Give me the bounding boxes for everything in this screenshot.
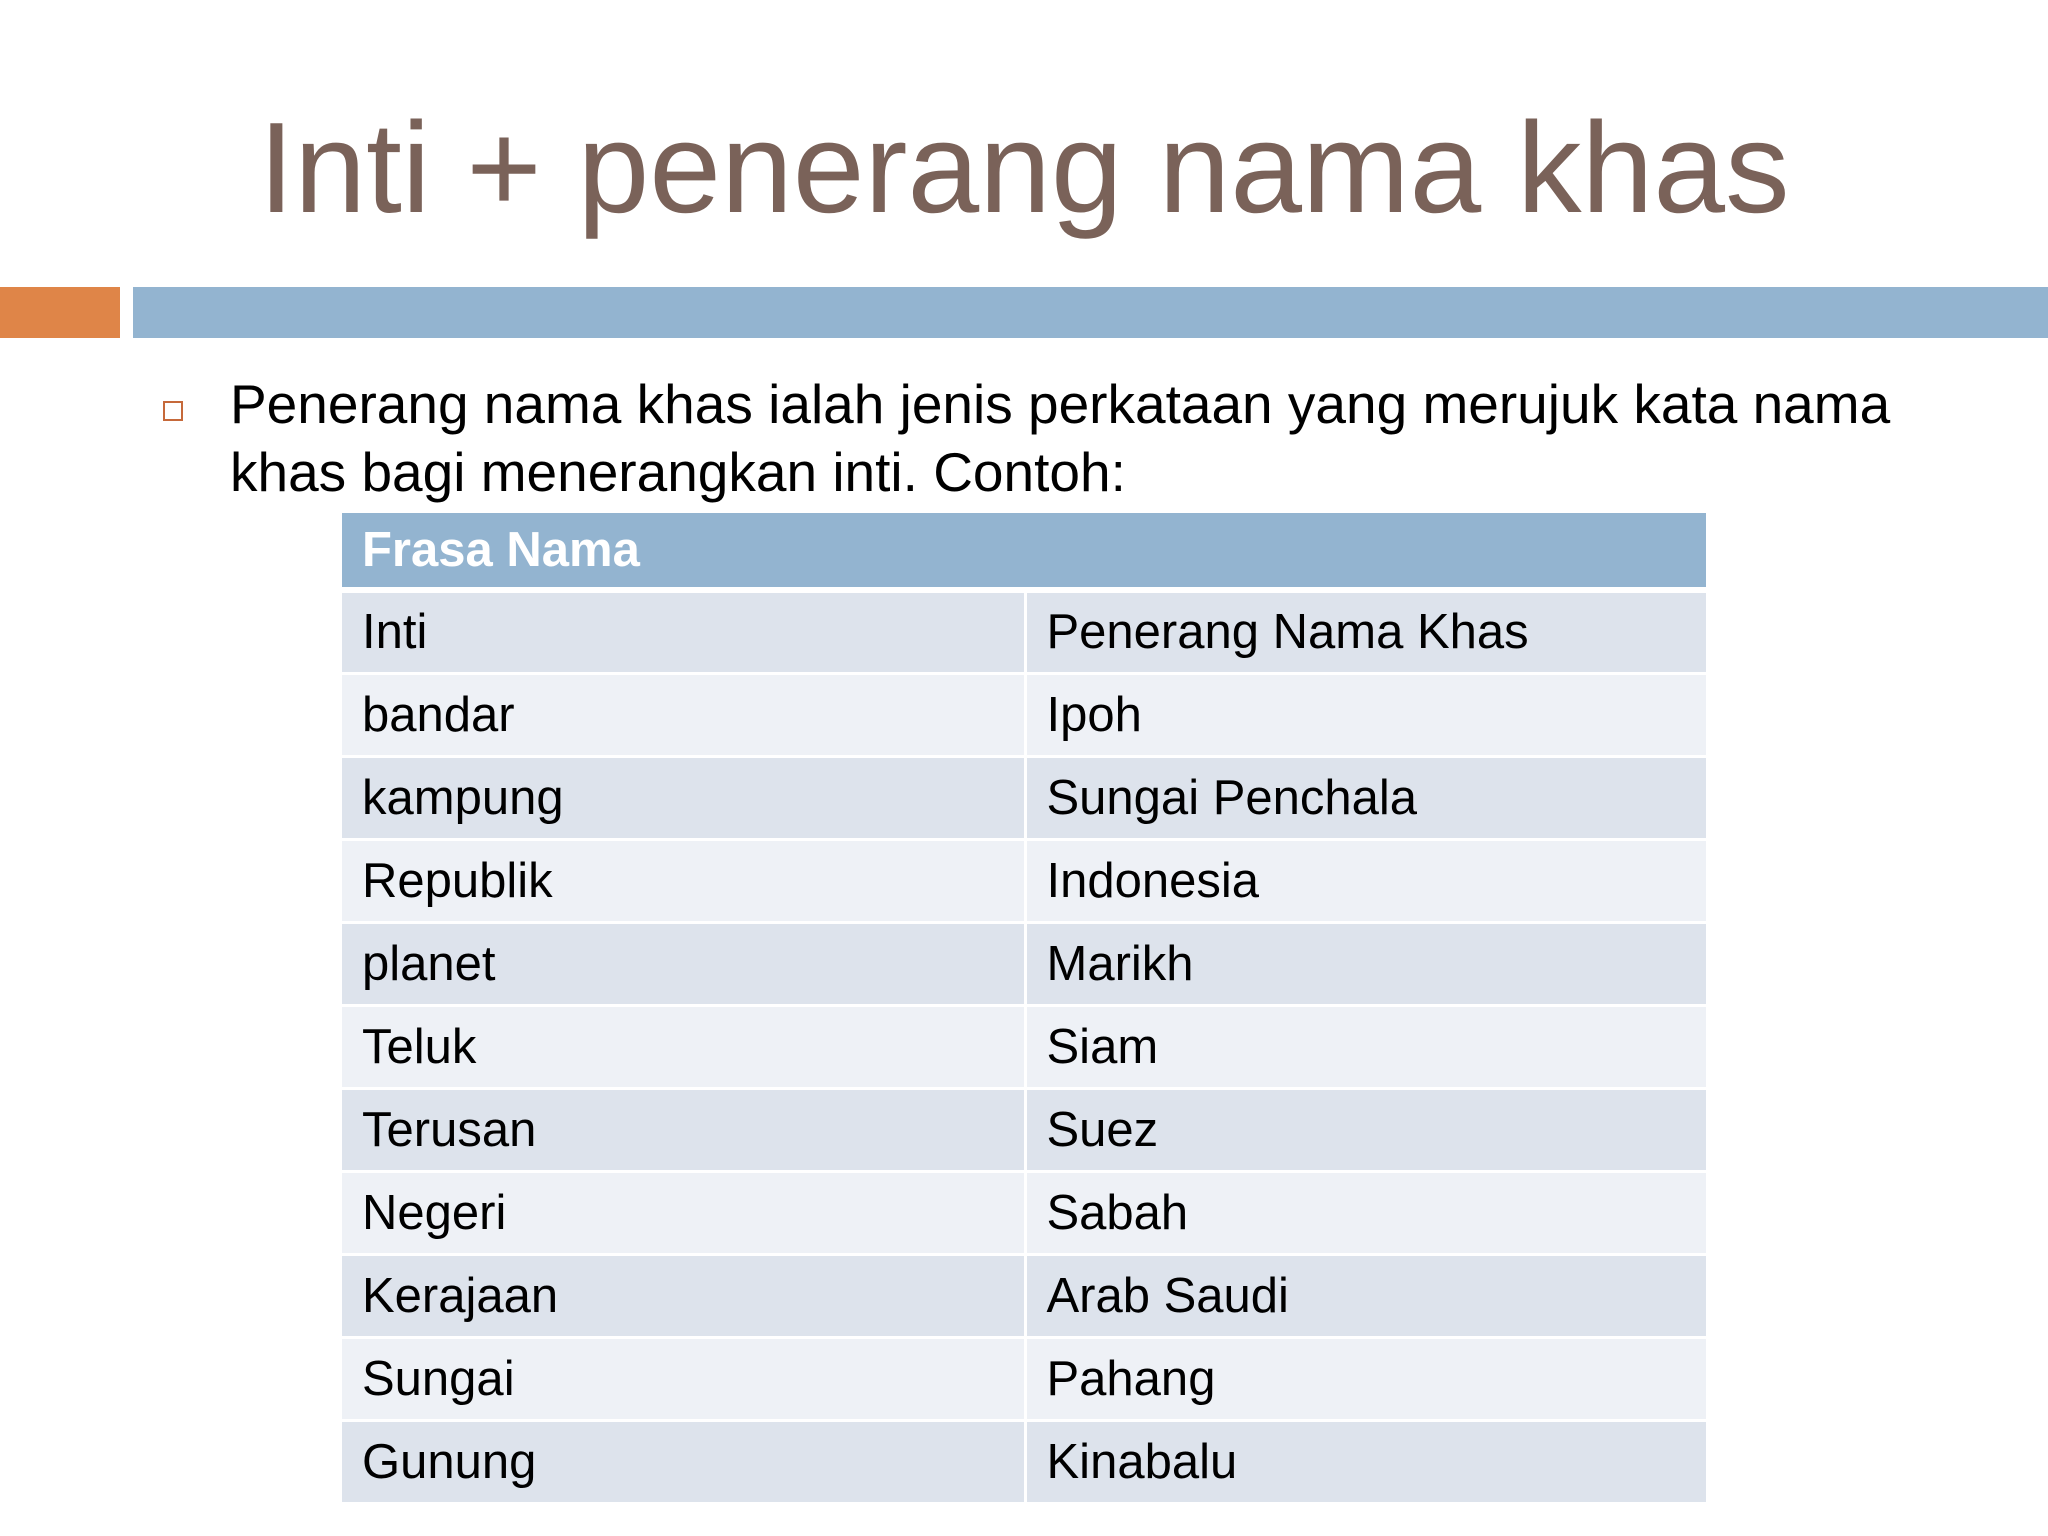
table-row (342, 839, 1706, 922)
table-row (342, 1088, 1706, 1171)
slide-title: Inti + penerang nama khas (258, 96, 1790, 240)
cell-penerang: Siam (1025, 1005, 1706, 1088)
table-header-row (342, 590, 1706, 673)
cell-penerang: Indonesia (1025, 839, 1706, 922)
table-row (342, 756, 1706, 839)
cell-penerang: Marikh (1025, 922, 1706, 1005)
cell-penerang: Arab Saudi (1025, 1254, 1706, 1337)
cell-inti: bandar (342, 673, 1025, 756)
column-header-penerang: Penerang Nama Khas (1025, 590, 1706, 673)
table-caption: Frasa Nama (342, 513, 1706, 590)
cell-inti: kampung (342, 756, 1025, 839)
cell-inti: Gunung (342, 1420, 1025, 1503)
table-row (342, 1171, 1706, 1254)
cell-inti: Teluk (342, 1005, 1025, 1088)
hollow-square-bullet-icon (163, 401, 183, 421)
cell-inti: Sungai (342, 1337, 1025, 1420)
cell-penerang: Suez (1025, 1088, 1706, 1171)
table-row (342, 1005, 1706, 1088)
bullet-text: Penerang nama khas ialah jenis perkataan yang merujuk kata nama khas bagi menerangkan inti. Contoh: (230, 373, 1891, 503)
cell-penerang: Sungai Penchala (1025, 756, 1706, 839)
accent-bar-blue (133, 287, 2048, 338)
cell-penerang: Ipoh (1025, 673, 1706, 756)
cell-inti: planet (342, 922, 1025, 1005)
cell-penerang: Kinabalu (1025, 1420, 1706, 1503)
table-row (342, 1337, 1706, 1420)
table-row (342, 922, 1706, 1005)
cell-inti: Republik (342, 839, 1025, 922)
cell-inti: Negeri (342, 1171, 1025, 1254)
cell-penerang: Pahang (1025, 1337, 1706, 1420)
table-row (342, 673, 1706, 756)
table-row (342, 1254, 1706, 1337)
column-header-inti: Inti (342, 590, 1025, 673)
cell-inti: Terusan (342, 1088, 1025, 1171)
cell-inti: Kerajaan (342, 1254, 1025, 1337)
frasa-nama-table (342, 513, 1706, 1505)
table-row (342, 1420, 1706, 1503)
accent-bar-orange (0, 287, 120, 338)
cell-penerang: Sabah (1025, 1171, 1706, 1254)
